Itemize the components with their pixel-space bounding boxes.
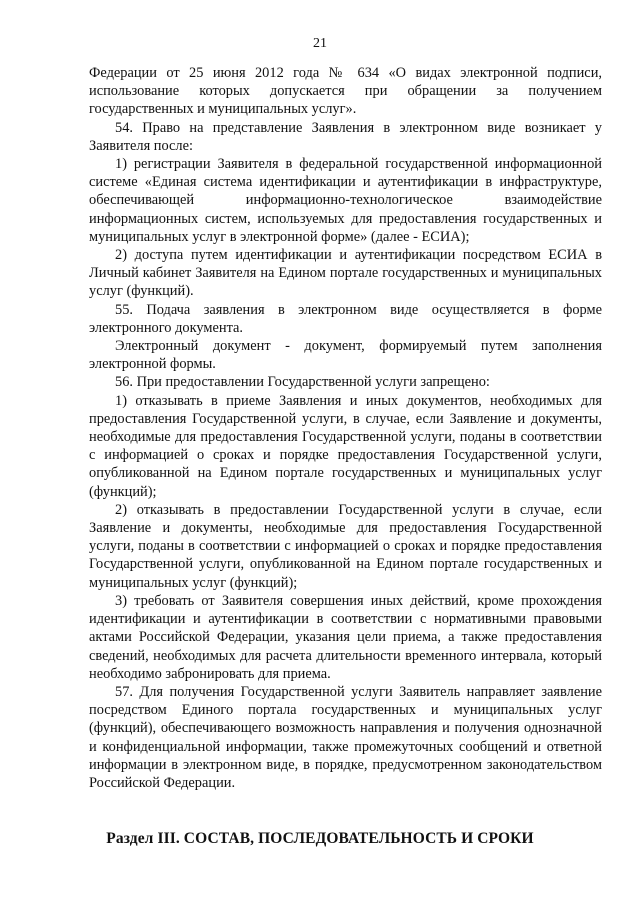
paragraph: 55. Подача заявления в электронном виде осуществляется в форме электронного документа. [89,301,602,336]
paragraph: 3) требовать от Заявителя совершения иных действий, кроме прохождения идентификации и аутентификации в соответствии с нормативными правовыми актами Российской Федерации, указания цели приема, а также предоставления сведений, необходимых для расчета длительности временного интервала, который необходимо забронировать для приема. [89,592,602,682]
paragraph: 1) отказывать в приеме Заявления и иных документов, необходимых для предоставления Государственной услуги, в случае, если Заявление и документы, необходимые для предоставления Государственной услуги, поданы в соответствии с информацией о сроках и порядке предоставления Государственной услуги, опубликованной на Едином портале государственных и муниципальных услуг (функций); [89,392,602,500]
paragraph: 57. Для получения Государственной услуги Заявитель направляет заявление посредством Единого портала государственных и муниципальных услуг (функций), обеспечивающего возможность направления и получения однозначной и конфиденциальной информации, также промежуточных сообщений и ответной информации в электронном виде, в порядке, предусмотренном законодательством Российской Федерации. [89,683,602,791]
paragraph: Федерации от 25 июня 2012 года № 634 «О видах электронной подписи, использование которых допускается при обращении за получением государственных и муниципальных услуг». [89,65,602,118]
paragraph: 54. Право на представление Заявления в электронном виде возникает у Заявителя после: [89,119,602,154]
section-title: Раздел III. СОСТАВ, ПОСЛЕДОВАТЕЛЬНОСТЬ И СРОКИ [106,830,534,847]
page-number: 21 [313,36,327,51]
paragraph: Электронный документ - документ, формируемый путем заполнения электронной формы. [89,338,602,373]
paragraph: 2) отказывать в предоставлении Государственной услуги в случае, если Заявление и документы, необходимые для предоставления Государственной услуги, поданы в соответствии с информацией о сроках и порядке предоставления Государственной услуги, опубликованной на Едином портале государственных и муниципальных услуг (функций); [89,501,602,591]
paragraph: 56. При предоставлении Государственной услуги запрещено: [115,374,490,391]
paragraph: 2) доступа путем идентификации и аутентификации посредством ЕСИА в Личный кабинет Заявителя на Едином портале государственных и муниципальных услуг (функций). [89,247,602,300]
paragraph: 1) регистрации Заявителя в федеральной государственной информационной системе «Единая система идентификации и аутентификации в инфраструктуре, обеспечивающей информационно-технологическое взаимодействие информационных систем, используемых для предоставления государственных и муниципальных услуг в электронной форме» (далее - ЕСИА); [89,156,602,245]
document-body [89,64,602,792]
